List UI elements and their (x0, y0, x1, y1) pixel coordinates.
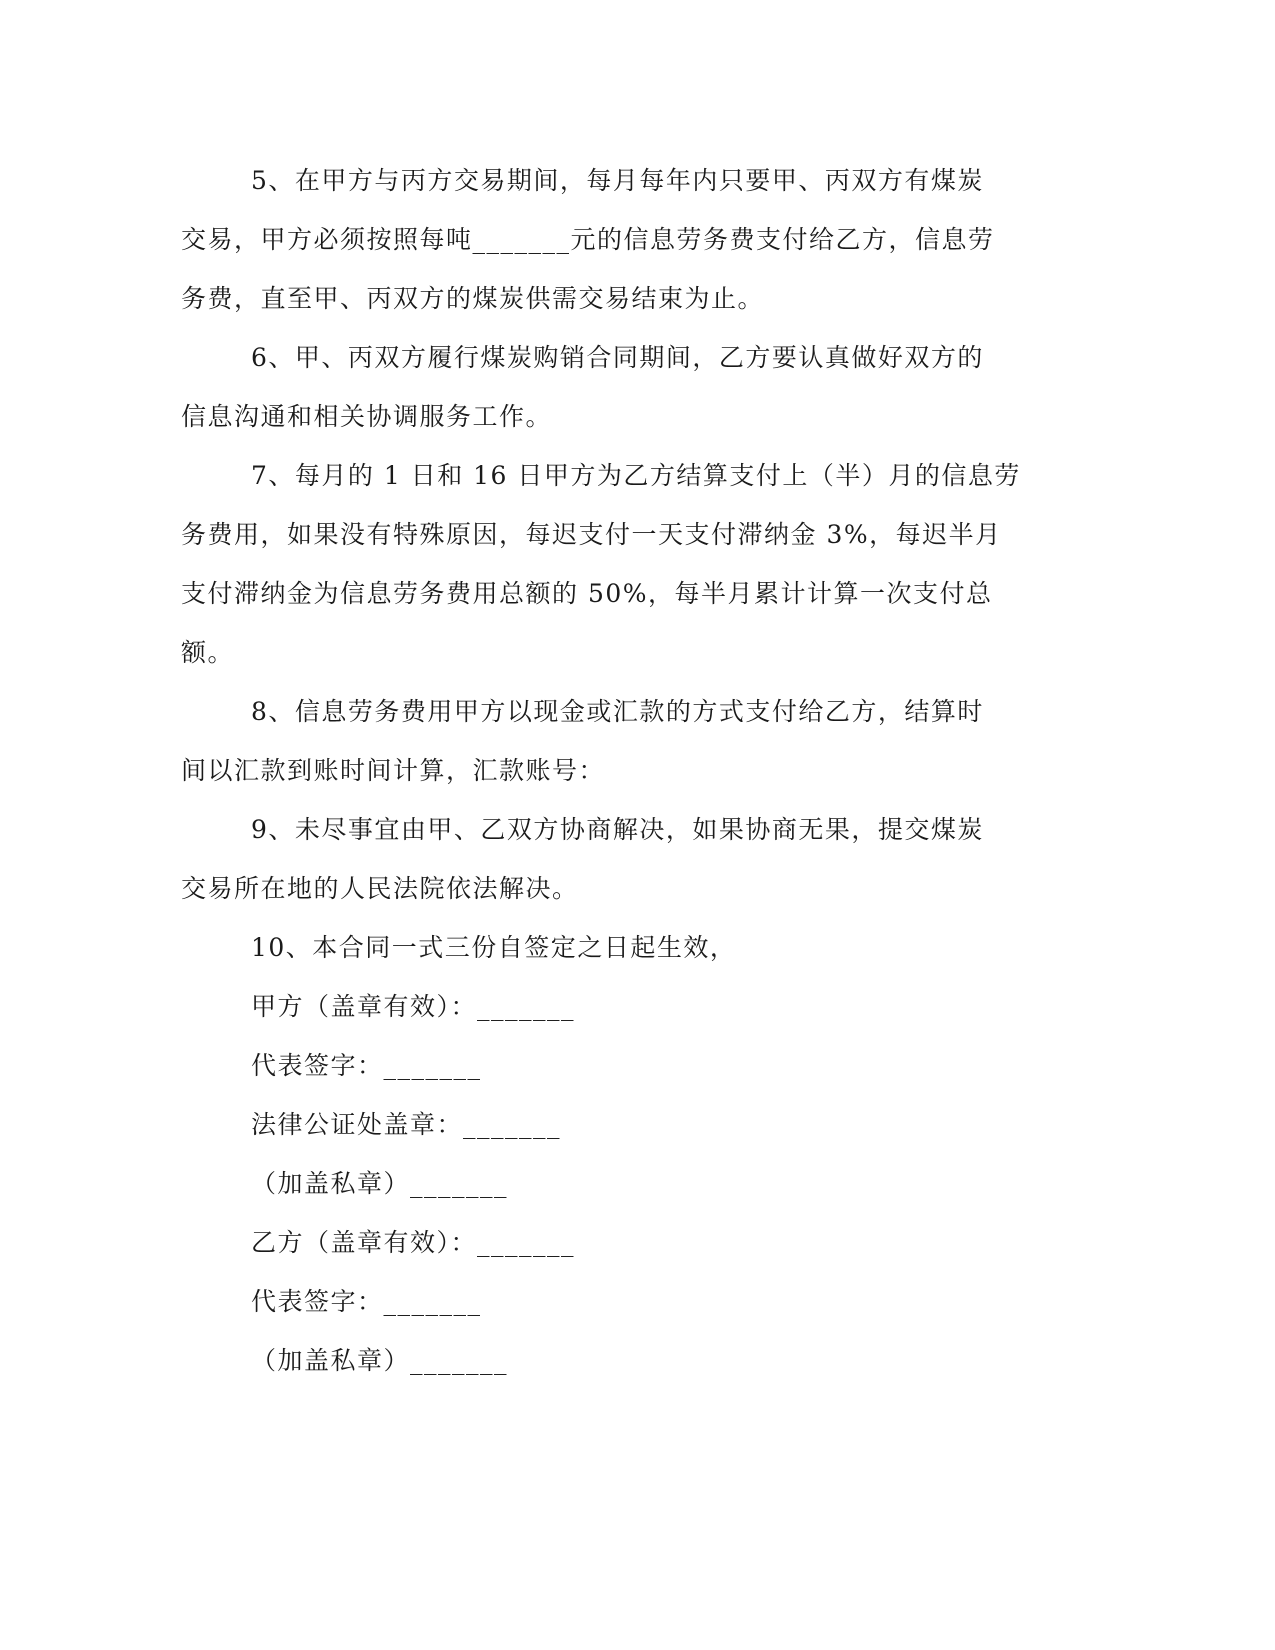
clause7-line1: 7、每月的 1 日和 16 日甲方为乙方结算支付上（半）月的信息劳 (251, 461, 1021, 490)
clause6-line2: 信息沟通和相关协调服务工作。 (181, 402, 553, 431)
signature-private-seal-b: （加盖私章）_______ (251, 1346, 509, 1375)
clause5-line1: 5、在甲方与丙方交易期间，每月每年内只要甲、丙双方有煤炭 (251, 166, 984, 195)
clause7-line2: 务费用，如果没有特殊原因，每迟支付一天支付滞纳金 3%，每迟半月 (181, 520, 1002, 549)
clause8-line2: 间以汇款到账时间计算，汇款账号： (181, 756, 606, 785)
clause8-line1: 8、信息劳务费用甲方以现金或汇款的方式支付给乙方，结算时 (251, 697, 984, 726)
signature-private-seal-a: （加盖私章）_______ (251, 1169, 509, 1198)
signature-representative-b: 代表签字：_______ (251, 1287, 482, 1316)
clause7-line4: 额。 (181, 638, 235, 667)
clause10-line1: 10、本合同一式三份自签定之日起生效， (251, 933, 737, 962)
clause9-line2: 交易所在地的人民法院依法解决。 (181, 874, 579, 903)
clause5-line3: 务费，直至甲、丙双方的煤炭供需交易结束为止。 (181, 284, 765, 313)
signature-party-a: 甲方（盖章有效）：_______ (251, 992, 576, 1021)
signature-party-b: 乙方（盖章有效）：_______ (251, 1228, 576, 1257)
clause6-line1: 6、甲、丙双方履行煤炭购销合同期间，乙方要认真做好双方的 (251, 343, 984, 372)
signature-representative-a: 代表签字：_______ (251, 1051, 482, 1080)
clause5-line2: 交易，甲方必须按照每吨_______元的信息劳务费支付给乙方，信息劳 (181, 225, 995, 254)
signature-notary-seal: 法律公证处盖章：_______ (251, 1110, 562, 1139)
clause9-line1: 9、未尽事宜由甲、乙双方协商解决，如果协商无果，提交煤炭 (251, 815, 984, 844)
clause7-line3: 支付滞纳金为信息劳务费用总额的 50%，每半月累计计算一次支付总 (181, 579, 993, 608)
